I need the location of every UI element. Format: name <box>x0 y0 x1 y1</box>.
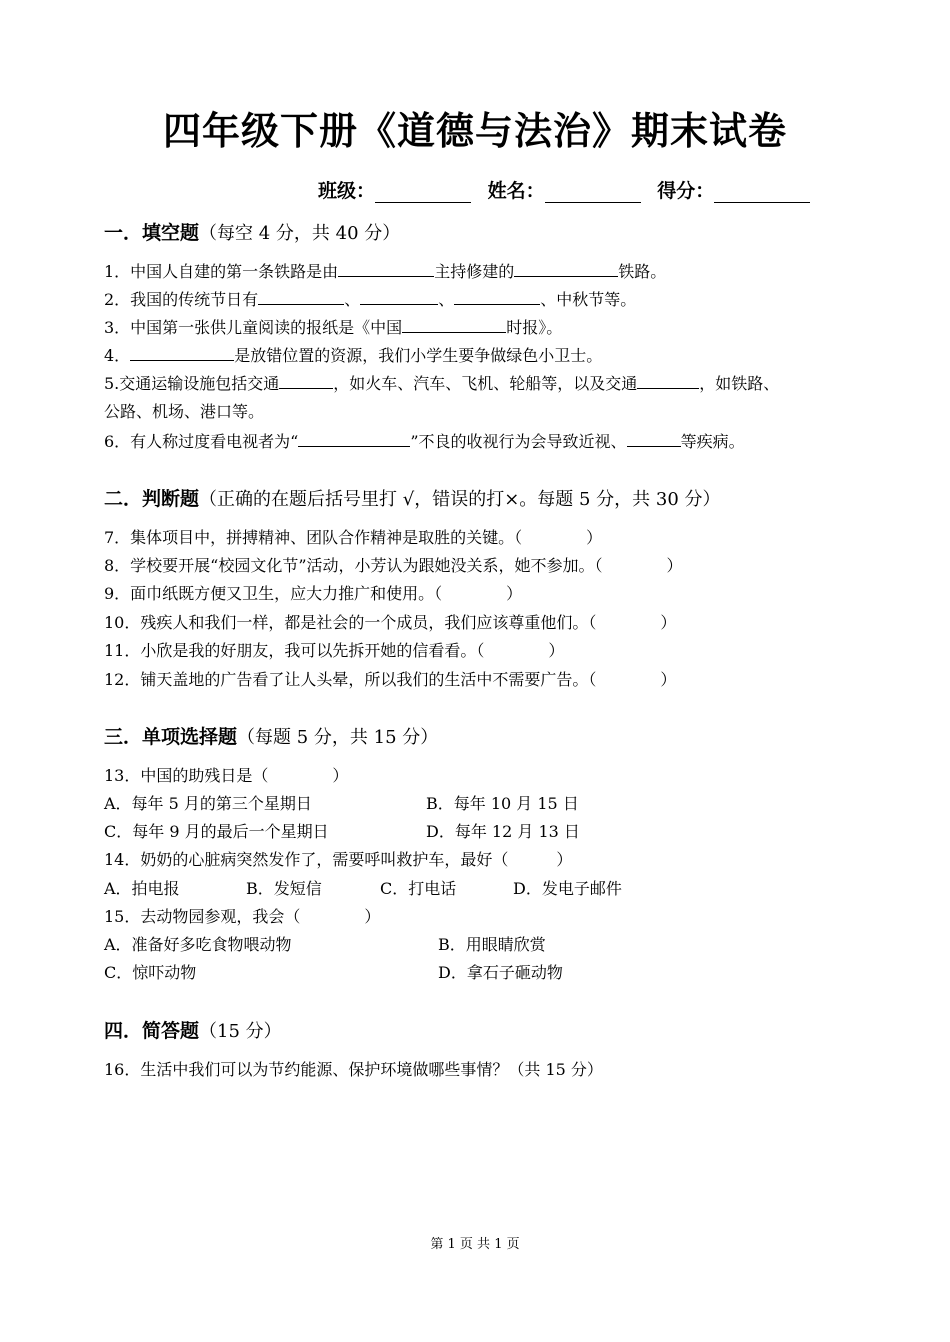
question-5: 5.交通运输设施包括交通 ，如火车、汽车、飞机、轮船等，以及交通 ，如铁路、 <box>104 374 780 393</box>
blank[interactable] <box>360 288 438 305</box>
question-7: 7．集体项目中，拼搏精神、团队合作精神是取胜的关键。（ ） <box>104 528 603 547</box>
question-10: 10．残疾人和我们一样，都是社会的一个成员，我们应该尊重他们。（ ） <box>104 613 677 632</box>
blank[interactable] <box>514 260 618 277</box>
option-14d[interactable]: D．发电子邮件 <box>513 879 622 898</box>
option-13b[interactable]: B．每年 10 月 15 日 <box>426 794 579 813</box>
blank[interactable] <box>402 316 506 333</box>
question-5-cont: 公路、机场、港口等。 <box>104 402 265 421</box>
blank[interactable] <box>627 430 681 447</box>
section-choice-heading: 三．单项选择题（每题 5 分，共 15 分） <box>104 726 439 748</box>
page-footer: 第 1 页 共 1 页 <box>430 1237 520 1252</box>
question-8: 8．学校要开展“校园文化节”活动，小芳认为跟她没关系，她不参加。（ ） <box>104 556 683 575</box>
blank[interactable] <box>298 430 410 447</box>
score-field[interactable] <box>714 182 810 203</box>
page-title: 四年级下册《道德与法治》期末试卷 <box>162 109 787 153</box>
blank[interactable] <box>338 260 434 277</box>
question-13: 13．中国的助残日是（ ） <box>104 766 349 785</box>
section-judge-heading: 二．判断题（正确的在题后括号里打 √，错误的打×。每题 5 分，共 30 分） <box>104 488 721 510</box>
option-14b[interactable]: B．发短信 <box>246 879 322 898</box>
question-4: 4． 是放错位置的资源，我们小学生要争做绿色小卫士。 <box>104 346 603 365</box>
question-9: 9．面巾纸既方便又卫生，应大力推广和使用。（ ） <box>104 584 523 603</box>
blank[interactable] <box>637 372 699 389</box>
section-short-heading: 四．简答题（15 分） <box>104 1020 282 1042</box>
question-16: 16．生活中我们可以为节约能源、保护环境做哪些事情？（共 15 分） <box>104 1060 603 1079</box>
option-13a[interactable]: A．每年 5 月的第三个星期日 <box>104 794 312 813</box>
score-label: 得分： <box>657 180 715 202</box>
class-label: 班级： <box>318 180 376 202</box>
question-3: 3．中国第一张供儿童阅读的报纸是《中国 时报》。 <box>104 318 563 337</box>
blank[interactable] <box>279 372 333 389</box>
question-6: 6．有人称过度看电视者为“ ”不良的收视行为会导致近视、 等疾病。 <box>104 432 745 451</box>
question-2: 2．我国的传统节日有 、 、 、中秋节等。 <box>104 290 637 309</box>
option-14a[interactable]: A．拍电报 <box>104 879 180 898</box>
student-info <box>318 176 820 203</box>
question-12: 12．铺天盖地的广告看了让人头晕，所以我们的生活中不需要广告。（ ） <box>104 670 677 689</box>
name-field[interactable] <box>545 182 641 203</box>
blank[interactable] <box>258 288 344 305</box>
section-fill-heading: 一．填空题（每空 4 分，共 40 分） <box>104 222 401 244</box>
option-13c[interactable]: C．每年 9 月的最后一个星期日 <box>104 822 329 841</box>
option-15c[interactable]: C．惊吓动物 <box>104 963 197 982</box>
blank[interactable] <box>130 344 234 361</box>
blank[interactable] <box>454 288 540 305</box>
option-14c[interactable]: C．打电话 <box>380 879 457 898</box>
option-13d[interactable]: D．每年 12 月 13 日 <box>426 822 580 841</box>
option-15a[interactable]: A．准备好多吃食物喂动物 <box>104 935 292 954</box>
question-1: 1．中国人自建的第一条铁路是由 主持修建的 铁路。 <box>104 262 667 281</box>
question-14: 14．奶奶的心脏病突然发作了，需要呼叫救护车，最好（ ） <box>104 850 573 869</box>
question-15: 15．去动物园参观，我会（ ） <box>104 907 381 926</box>
question-11: 11．小欣是我的好朋友，我可以先拆开她的信看看。（ ） <box>104 641 565 660</box>
class-field[interactable] <box>375 182 471 203</box>
option-15d[interactable]: D．拿石子砸动物 <box>438 963 563 982</box>
name-label: 姓名： <box>487 180 545 202</box>
option-15b[interactable]: B．用眼睛欣赏 <box>438 935 546 954</box>
